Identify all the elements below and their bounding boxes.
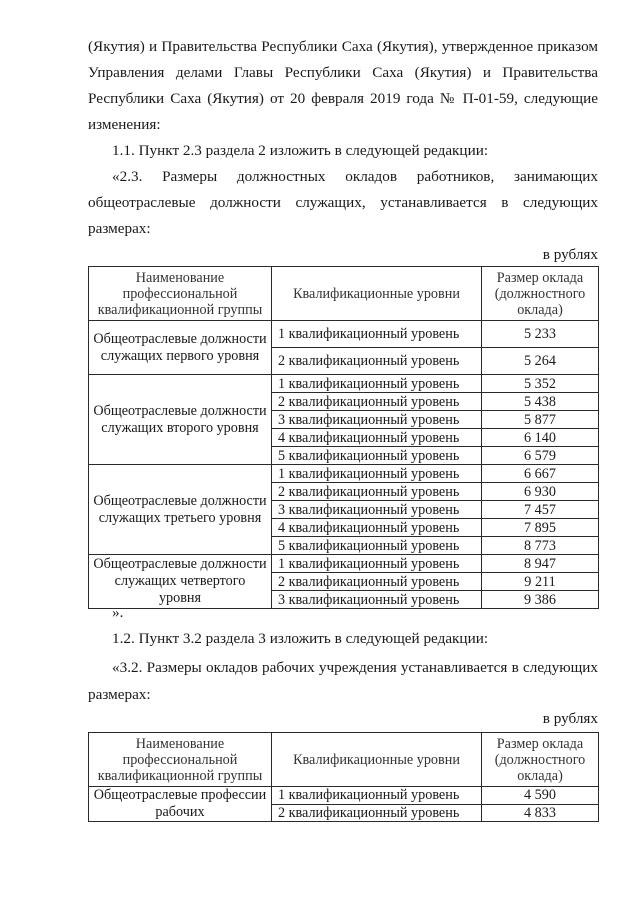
header-salary: Размер оклада (должностного оклада) xyxy=(482,267,599,321)
salary-cell: 8 947 xyxy=(482,555,599,573)
para-2-3-line-2: общеотраслевые должности служащих, устанавливается в следующих xyxy=(88,194,598,211)
para-3-2-line-2: размерах: xyxy=(88,686,151,703)
level-cell: 2 квалификационный уровень xyxy=(272,573,482,591)
salary-cell: 5 264 xyxy=(482,348,599,375)
para-2-3-line-1: «2.3. Размеры должностных окладов работников, занимающих xyxy=(112,168,598,185)
header-group: Наименование профессиональной квалификационной группы xyxy=(89,267,272,321)
header-levels: Квалификационные уровни xyxy=(272,733,482,787)
level-cell: 2 квалификационный уровень xyxy=(272,348,482,375)
item-1-2: 1.2. Пункт 3.2 раздела 3 изложить в следующей редакции: xyxy=(112,630,489,647)
level-cell: 1 квалификационный уровень xyxy=(272,787,482,805)
table-row xyxy=(89,375,599,393)
level-cell: 5 квалификационный уровень xyxy=(272,447,482,465)
table-row xyxy=(89,787,599,805)
group-name-cell: Общеотраслевые профессии рабочих xyxy=(89,787,272,822)
level-cell: 4 квалификационный уровень xyxy=(272,429,482,447)
group-name-cell: Общеотраслевые должности служащих третьего уровня xyxy=(89,465,272,555)
salary-cell: 8 773 xyxy=(482,537,599,555)
intro-line-4: изменения: xyxy=(88,116,161,133)
salary-cell: 9 386 xyxy=(482,591,599,609)
level-cell: 2 квалификационный уровень xyxy=(272,804,482,822)
salary-cell: 5 438 xyxy=(482,393,599,411)
level-cell: 1 квалификационный уровень xyxy=(272,555,482,573)
level-cell: 5 квалификационный уровень xyxy=(272,537,482,555)
intro-line-1: (Якутия) и Правительства Республики Саха (Якутия), утвержденное приказом xyxy=(88,38,598,55)
group-name-cell: Общеотраслевые должности служащих четвертого уровня xyxy=(89,555,272,609)
salary-cell: 6 579 xyxy=(482,447,599,465)
salary-cell: 6 140 xyxy=(482,429,599,447)
level-cell: 3 квалификационный уровень xyxy=(272,501,482,519)
level-cell: 4 квалификационный уровень xyxy=(272,519,482,537)
salary-cell: 9 211 xyxy=(482,573,599,591)
level-cell: 3 квалификационный уровень xyxy=(272,591,482,609)
level-cell: 1 квалификационный уровень xyxy=(272,375,482,393)
header-group: Наименование профессиональной квалификационной группы xyxy=(89,733,272,787)
group-name-cell: Общеотраслевые должности служащих второго уровня xyxy=(89,375,272,465)
salary-cell: 5 233 xyxy=(482,321,599,348)
intro-line-2: Управления делами Главы Республики Саха (Якутия) и Правительства xyxy=(88,64,598,81)
level-cell: 2 квалификационный уровень xyxy=(272,483,482,501)
salary-table-1 xyxy=(88,266,599,609)
salary-cell: 7 457 xyxy=(482,501,599,519)
salary-cell: 4 833 xyxy=(482,804,599,822)
table-row xyxy=(89,555,599,573)
header-levels: Квалификационные уровни xyxy=(272,267,482,321)
item-1-1: 1.1. Пункт 2.3 раздела 2 изложить в следующей редакции: xyxy=(112,142,489,159)
group-name-cell: Общеотраслевые должности служащих первого уровня xyxy=(89,321,272,375)
level-cell: 1 квалификационный уровень xyxy=(272,465,482,483)
level-cell: 2 квалификационный уровень xyxy=(272,393,482,411)
salary-cell: 6 667 xyxy=(482,465,599,483)
para-3-2-line-1: «3.2. Размеры окладов рабочих учреждения устанавливается в следующих xyxy=(112,659,598,676)
para-2-3-line-3: размерах: xyxy=(88,220,151,237)
salary-table-2 xyxy=(88,732,599,822)
currency-note-1: в рублях xyxy=(542,246,598,263)
table-row xyxy=(89,465,599,483)
table-row xyxy=(89,321,599,348)
salary-cell: 6 930 xyxy=(482,483,599,501)
salary-cell: 7 895 xyxy=(482,519,599,537)
salary-cell: 5 877 xyxy=(482,411,599,429)
intro-line-3: Республики Саха (Якутия) от 20 февраля 2019 года № П-01-59, следующие xyxy=(88,90,598,107)
closing-quote: ». xyxy=(112,604,124,621)
header-salary: Размер оклада (должностного оклада) xyxy=(482,733,599,787)
level-cell: 3 квалификационный уровень xyxy=(272,411,482,429)
currency-note-2: в рублях xyxy=(542,710,598,727)
salary-cell: 5 352 xyxy=(482,375,599,393)
salary-cell: 4 590 xyxy=(482,787,599,805)
level-cell: 1 квалификационный уровень xyxy=(272,321,482,348)
